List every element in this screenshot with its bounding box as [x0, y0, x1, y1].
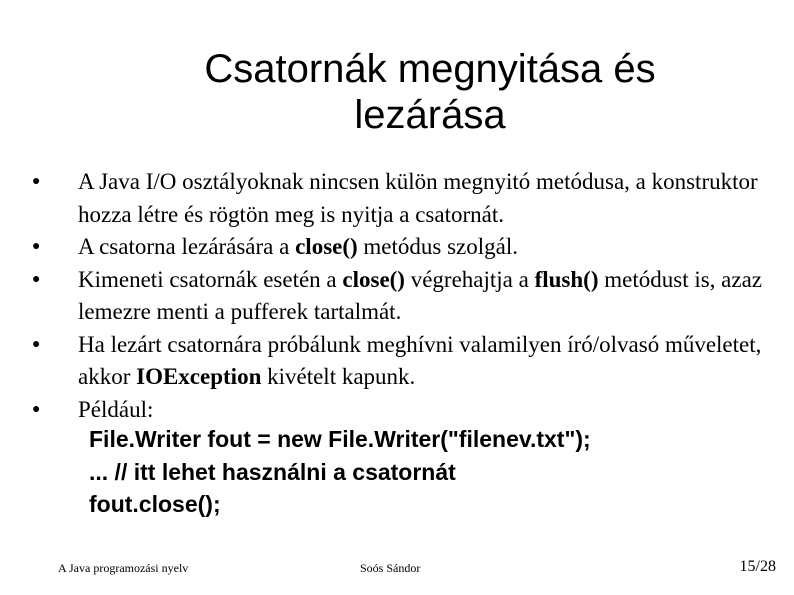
bullet-text: A Java I/O osztályoknak nincsen külön megnyitó metódusa, a konstruktor hozza létre és rögtön meg is nyitja a csatornát.: [78, 169, 758, 227]
bullet-text: végrehajtja a: [404, 266, 535, 292]
slide-title: [110, 46, 750, 138]
page-number: 15/28: [739, 558, 776, 575]
footer-author: Soós Sándor: [360, 561, 421, 575]
bullet-item-4: [32, 329, 772, 394]
bullet-text: Kimeneti csatornák esetén a: [78, 266, 343, 292]
bullet-dot-icon: ●: [32, 174, 41, 189]
code-line-1: File.Writer fout = new File.Writer("filenev.txt");: [89, 426, 591, 452]
bullet-text: kivételt kapunk.: [261, 364, 416, 389]
code-line-2: ... // itt lehet használni a csatornát: [89, 458, 456, 485]
exception-name: IOException: [136, 364, 262, 389]
bullet-item-1: [32, 166, 772, 231]
bullet-dot-icon: ●: [32, 336, 41, 352]
bullet-item-5: [32, 394, 772, 427]
code-line-3: fout.close();: [89, 491, 221, 517]
method-name: flush(): [534, 266, 599, 292]
bullet-dot-icon: ●: [32, 239, 41, 254]
title-line-2: lezárása: [354, 93, 506, 137]
method-name: close(): [295, 234, 358, 259]
bullet-dot-icon: ●: [32, 401, 41, 417]
footer-course: A Java programozási nyelv: [58, 561, 189, 575]
bullet-item-2: [32, 231, 772, 264]
bullet-list: [32, 166, 772, 426]
bullet-text: metódust is, azaz lemezre menti a pufferek tartalmát.: [78, 266, 763, 324]
bullet-text: metódus szolgál.: [357, 234, 519, 259]
bullet-text: A csatorna lezárására a: [78, 234, 296, 259]
title-line-1: Csatornák megnyitása és: [204, 47, 656, 91]
bullet-dot-icon: ●: [32, 271, 41, 287]
bullet-text: Ha lezárt csatornára próbálunk meghívni valamilyen író/olvasó műveletet, akkor: [78, 331, 762, 389]
bullet-item-3: [32, 264, 772, 329]
code-example: [89, 423, 591, 521]
bullet-text: Például:: [78, 396, 154, 422]
method-name: close(): [342, 266, 405, 292]
